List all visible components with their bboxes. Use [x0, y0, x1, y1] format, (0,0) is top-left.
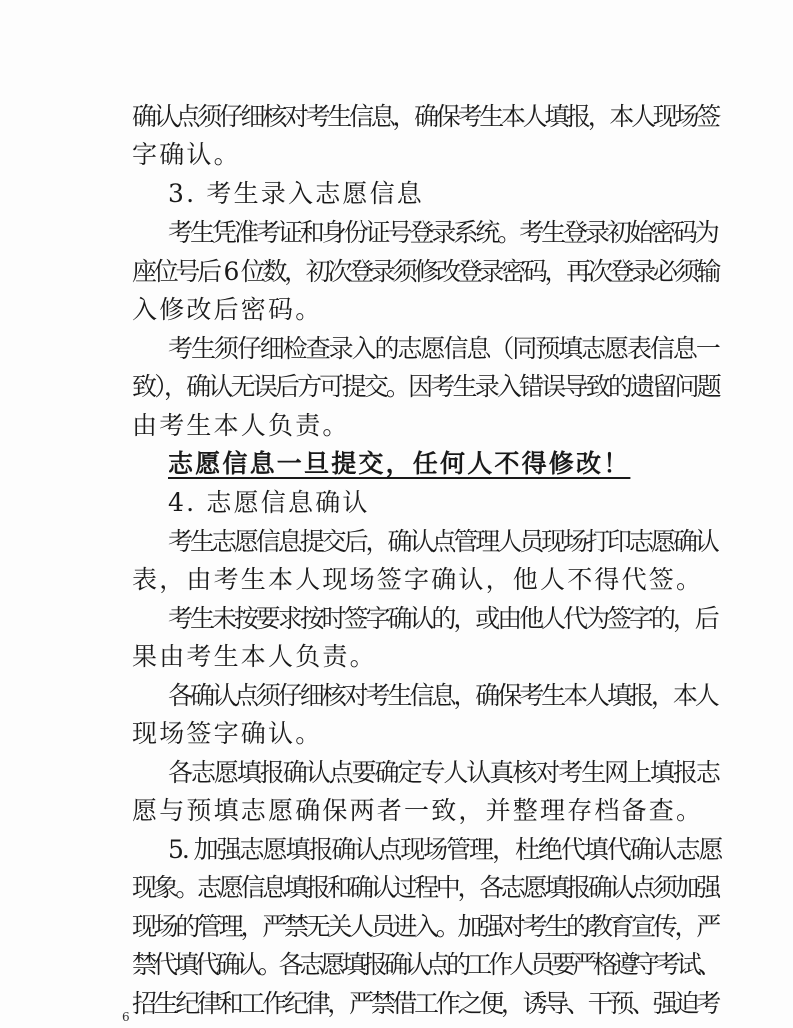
text-line: 各志愿填报确认点要确定专人认真核对考生网上填报志: [168, 758, 719, 787]
text-line: 禁代填代确认。各志愿填报确认点的工作人员要严格遵守考试、: [132, 950, 719, 979]
text-line: 考生未按要求按时签字确认的，或由他人代为签字的，后: [168, 604, 717, 633]
text-line: 现场签字确认。: [132, 719, 323, 748]
text-line: 确认点须仔细核对考生信息，确保考生本人填报，本人现场签: [132, 102, 718, 131]
text-line: 果由考生本人负责。: [132, 642, 377, 671]
section-heading: 3. 考生录入志愿信息: [168, 179, 424, 208]
text-line: 考生志愿信息提交后，确认点管理人员现场打印志愿确认: [168, 527, 717, 556]
text-line: 致），确认无误后方可提交。因考生录入错误导致的遗留问题: [132, 372, 719, 401]
text-line: 招生纪律和工作纪律，严禁借工作之便，诱导、干预、强迫考: [132, 989, 718, 1018]
text-line: 现场的管理，严禁无关人员进入。加强对考生的教育宣传，严: [132, 912, 718, 941]
text-line: 座位号后 6 位数，初次登录须修改登录密码，再次登录必须输: [132, 257, 719, 286]
text-line: 字确认。: [132, 140, 241, 169]
text-line: 入修改后密码。: [132, 295, 323, 324]
page-number: 6: [122, 1010, 130, 1024]
text-line: 由考生本人负责。: [132, 411, 350, 440]
text-line: 愿与预填志愿确保两者一致，并整理存档备查。: [132, 796, 704, 825]
section-heading: 4. 志愿信息确认: [168, 488, 370, 517]
text-line: 表，由考生本人现场签字确认，他人不得代签。: [132, 565, 704, 594]
text-line: 考生须仔细检查录入的志愿信息（同预填志愿表信息一: [168, 334, 719, 363]
emphasis-notice: 志愿信息一旦提交，任何人不得修改！: [168, 449, 631, 478]
text-line: 考生凭准考证和身份证号登录系统。考生登录初始密码为: [168, 218, 717, 247]
text-line: 各确认点须仔细核对考生信息，确保考生本人填报，本人: [168, 681, 717, 710]
section-heading: 5. 加强志愿填报确认点现场管理，杜绝代填代确认志愿: [168, 835, 722, 864]
text-line: 现象。志愿信息填报和确认过程中，各志愿填报确认点须加强: [132, 873, 718, 902]
